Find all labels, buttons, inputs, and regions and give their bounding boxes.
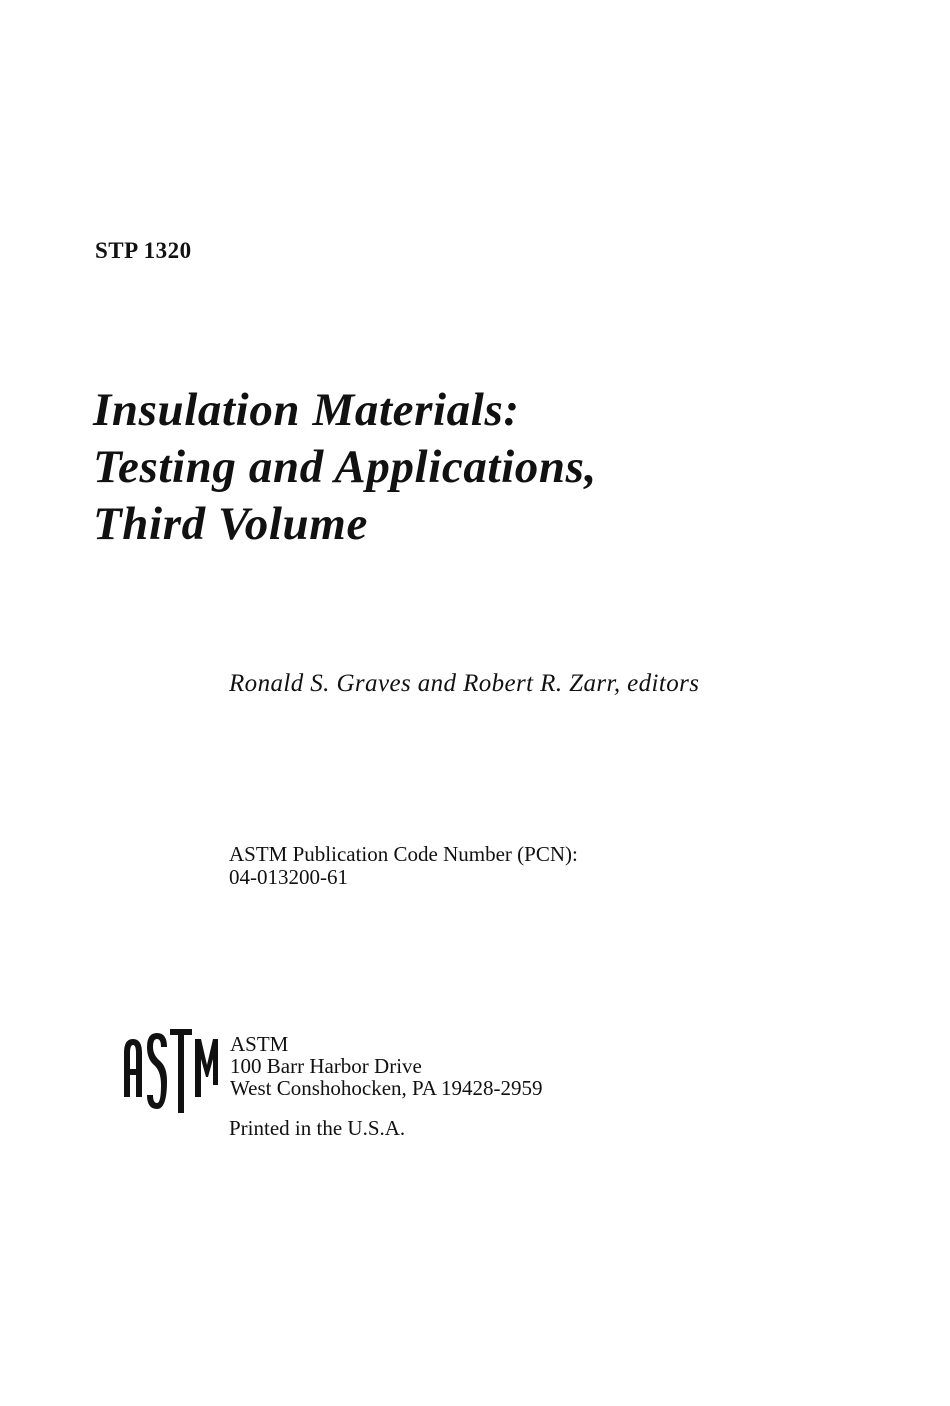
book-title [93, 382, 597, 553]
printed-note: Printed in the U.S.A. [229, 1116, 406, 1140]
publication-code-number: 04-013200-61 [229, 865, 348, 889]
publisher-name: ASTM [230, 1032, 289, 1056]
series-number: STP 1320 [95, 238, 192, 263]
book-title-line-1: Insulation Materials: [93, 384, 520, 436]
book-title-line-2: Testing and Applications, [93, 441, 597, 493]
book-title-line-3: Third Volume [93, 498, 368, 550]
publisher-address [230, 1033, 543, 1099]
publication-code-label: ASTM Publication Code Number (PCN): [229, 842, 578, 866]
publication-code [229, 843, 578, 889]
editors-line: Ronald S. Graves and Robert R. Zarr, editors [229, 670, 700, 697]
publisher-street: 100 Barr Harbor Drive [230, 1054, 422, 1078]
publisher-city: West Conshohocken, PA 19428-2959 [230, 1076, 543, 1100]
astm-logo-icon [120, 1025, 220, 1115]
